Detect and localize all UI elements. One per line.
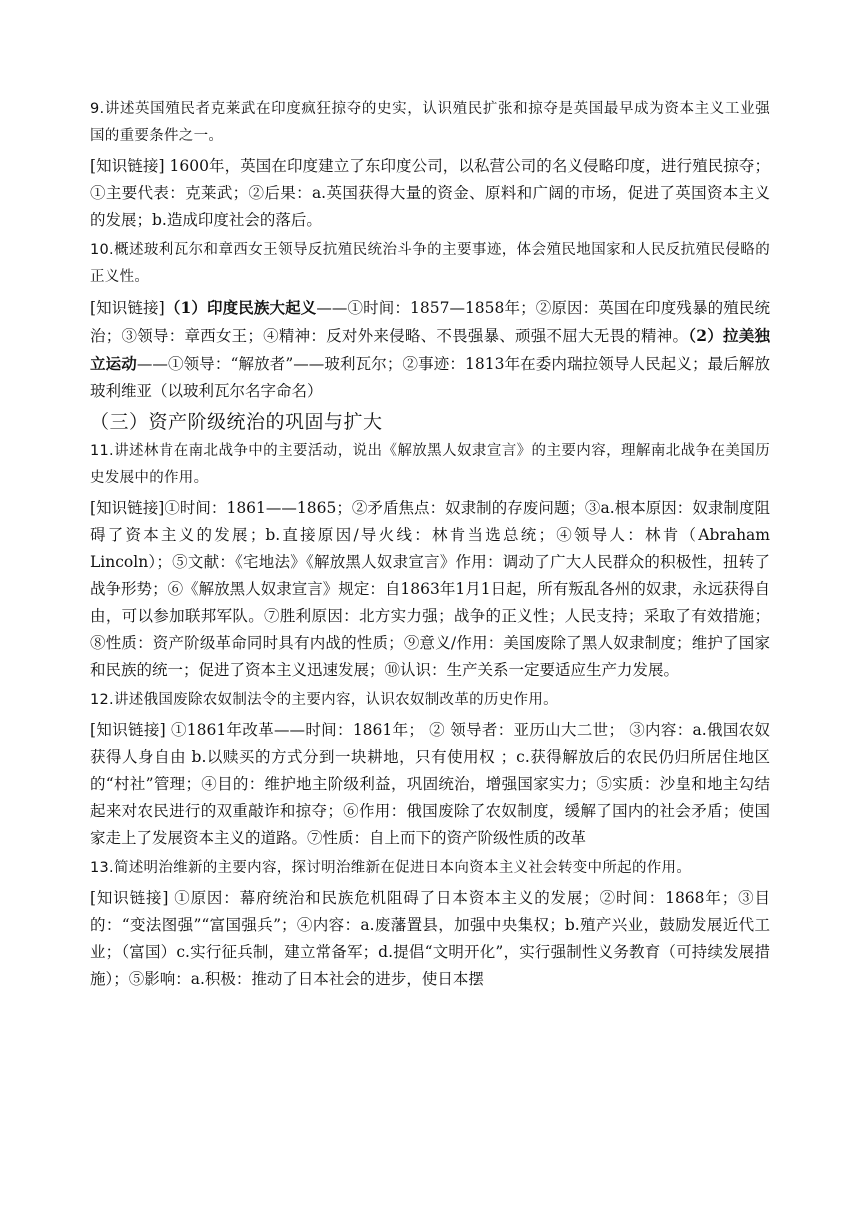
knowledge-link-12 [90,717,770,852]
knowledge-link-tag: [知识链接] [90,499,165,517]
question-9: 9.讲述英国殖民者克莱武在印度疯狂掠夺的史实，认识殖民扩张和掠夺是英国最早成为资本主义工业强国的重要条件之一。 [90,101,770,144]
knowledge-link-tag: [知识链接] [90,889,169,907]
knowledge-link-tag: [知识链接] [90,299,165,317]
knowledge-link-10 [90,294,770,405]
knowledge-link-11 [90,495,770,684]
section-heading: （三）资产阶级统治的巩固与扩大 [90,411,383,433]
question-10: 10.概述玻利瓦尔和章西女王领导反抗殖民统治斗争的主要事迹，体会殖民地国家和人民反抗殖民侵略的正义性。 [90,242,770,285]
question-11: 11.讲述林肯在南北战争中的主要活动，说出《解放黑人奴隶宣言》的主要内容，理解南北战争在美国历史发展中的作用。 [90,443,770,486]
knowledge-link-13 [90,885,770,993]
knowledge-link-text: ——①时间：1857—1858年；②原因：英国在印度残暴的殖民统治；③领导：章西女王；④精神：反对外来侵略、不畏强暴、顽强不屈大无畏的精神。 [90,299,770,345]
question-12: 12.讲述俄国废除农奴制法令的主要内容，认识农奴制改革的历史作用。 [90,692,558,708]
subtopic-heading: （2）拉美独立运动 [90,326,770,373]
document-page [90,96,770,996]
knowledge-link-tag: [知识链接] [90,157,165,175]
knowledge-link-text: ——①领导：“解放者”——玻利瓦尔；②事迹：1813年在委内瑞拉领导人民起义；最后解放玻利维亚（以玻利瓦尔名字命名） [90,355,770,400]
knowledge-link-text: ①原因：幕府统治和民族危机阻碍了日本资本主义的发展；②时间：1868年；③目的：“变法图强”“富国强兵”；④内容：a.废藩置县，加强中央集权；b.殖产兴业，鼓励发展近代工业；（富国）c.实行征兵制，建立常备军；d.提倡“文明开化”，实行强制性义务教育（可持续发展措施）；⑤影响：a.积极：推动了日本社会的进步，使日本摆 [90,889,770,988]
knowledge-link-text: 1600年，英国在印度建立了东印度公司，以私营公司的名义侵略印度，进行殖民掠夺；①主要代表：克莱武；②后果：a.英国获得大量的资金、原料和广阔的市场，促进了英国资本主义的发展；b.造成印度社会的落后。 [90,157,770,229]
knowledge-link-text: ①1861年改革——时间：1861年； ② 领导者：亚历山大二世； ③内容：a.俄国农奴获得人身自由 b.以赎买的方式分到一块耕地，只有使用权 ；c.获得解放后的农民仍归所居住地区的“村社”管理；④目的：维护地主阶级利益，巩固统治，增强国家实力；⑤实质：沙皇和地主勾结起来对农民进行的双重敲诈和掠夺；⑥作用：俄国废除了农奴制度，缓解了国内的社会矛盾；使国家走上了发展资本主义的道路。⑦性质：自上而下的资产阶级性质的改革 [90,721,770,847]
question-13: 13.简述明治维新的主要内容，探讨明治维新在促进日本向资本主义社会转变中所起的作用。 [90,860,692,876]
knowledge-link-text: ①时间：1861——1865；②矛盾焦点：奴隶制的存废问题；③a.根本原因：奴隶制度阻碍了资本主义的发展；b.直接原因/导火线：林肯当选总统；④领导人：林肯（Abraham Lincoln）；⑤文献：《宅地法》《解放黑人奴隶宣言》作用：调动了广大人民群众的积极性，扭转了战争形势；⑥《解放黑人奴隶宣言》规定：自1863年1月1日起，所有叛乱各州的奴隶，永远获得自由，可以参加联邦军队。⑦胜利原因：北方实力强；战争的正义性；人民支持；采取了有效措施；⑧性质：资产阶级革命同时具有内战的性质；⑨意义/作用：美国废除了黑人奴隶制度；维护了国家和民族的统一；促进了资本主义迅速发展；⑩认识：生产关系一定要适应生产力发展。 [90,499,770,679]
knowledge-link-tag: [知识链接] [90,721,166,739]
knowledge-link-9 [90,153,770,234]
subtopic-heading: （1）印度民族大起义 [164,298,317,317]
